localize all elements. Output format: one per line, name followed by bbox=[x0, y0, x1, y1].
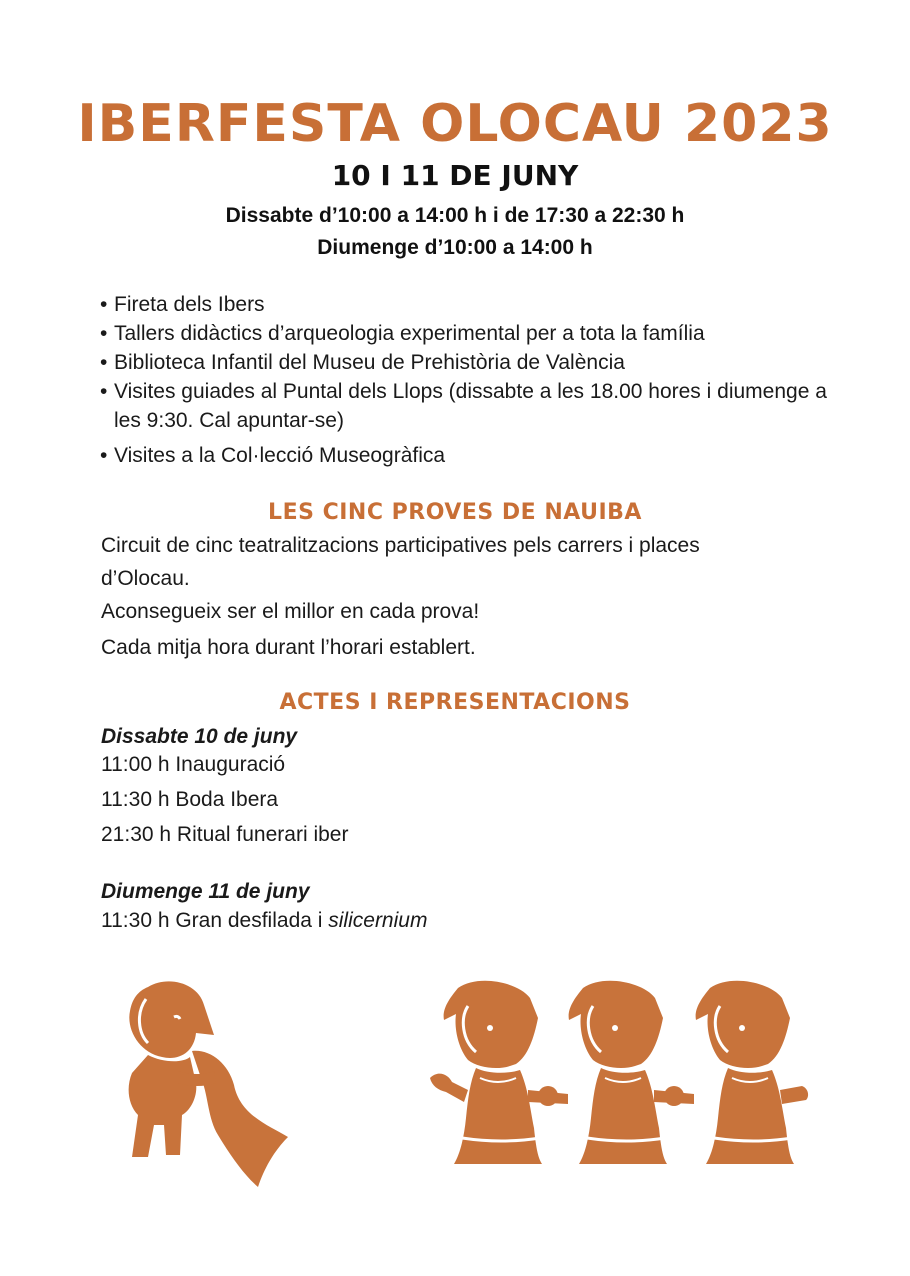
opening-hours bbox=[0, 200, 910, 264]
list-item: • Visites a la Col·lecció Museogràfica bbox=[100, 441, 840, 470]
acts-heading: ACTES I REPRESENTACIONS bbox=[279, 690, 631, 715]
nauiba-line: Cada mitja hora durant l’horari establert. bbox=[101, 636, 476, 659]
nauiba-line: Circuit de cinc teatralitzacions participatives pels carrers i places bbox=[101, 534, 700, 557]
hours-saturday: Dissabte d’10:00 a 14:00 h i de 17:30 a 22:30 h bbox=[225, 204, 685, 227]
event-dates: 10 I 11 DE JUNY bbox=[331, 159, 579, 192]
event-item: 11:00 h Inauguració bbox=[101, 753, 286, 776]
nauiba-line: d’Olocau. bbox=[101, 567, 190, 590]
list-item: • Biblioteca Infantil del Museu de Prehistòria de València bbox=[100, 348, 840, 377]
saturday-label: Dissabte 10 de juny bbox=[101, 725, 298, 748]
event-text: 11:30 h Gran desfilada i bbox=[101, 909, 329, 932]
iberian-figure-with-cloth-icon bbox=[118, 975, 293, 1195]
nauiba-line: Aconsegueix ser el millor en cada prova! bbox=[101, 600, 480, 623]
list-item: • Fireta dels Ibers bbox=[100, 290, 840, 319]
list-item: • Tallers didàctics d’arqueologia experimental per a tota la família bbox=[100, 319, 840, 348]
event-item bbox=[101, 907, 427, 935]
sunday-label: Diumenge 11 de juny bbox=[101, 880, 310, 903]
event-item: 21:30 h Ritual funerari iber bbox=[101, 823, 349, 846]
page-title: IBERFESTA OLOCAU 2023 bbox=[77, 94, 833, 154]
activities-list bbox=[100, 290, 840, 470]
hours-sunday: Diumenge d’10:00 a 14:00 h bbox=[317, 236, 593, 259]
event-item: 11:30 h Boda Ibera bbox=[101, 788, 279, 811]
list-item: • Visites guiades al Puntal dels Llops (dissabte a les 18.00 hores i diumenge a les 9:30. Cal apuntar-se) bbox=[100, 377, 840, 435]
event-italic: silicernium bbox=[328, 909, 428, 932]
nauiba-heading: LES CINC PROVES DE NAUIBA bbox=[268, 500, 642, 525]
three-iberian-figures-holding-hands-icon bbox=[428, 978, 810, 1173]
